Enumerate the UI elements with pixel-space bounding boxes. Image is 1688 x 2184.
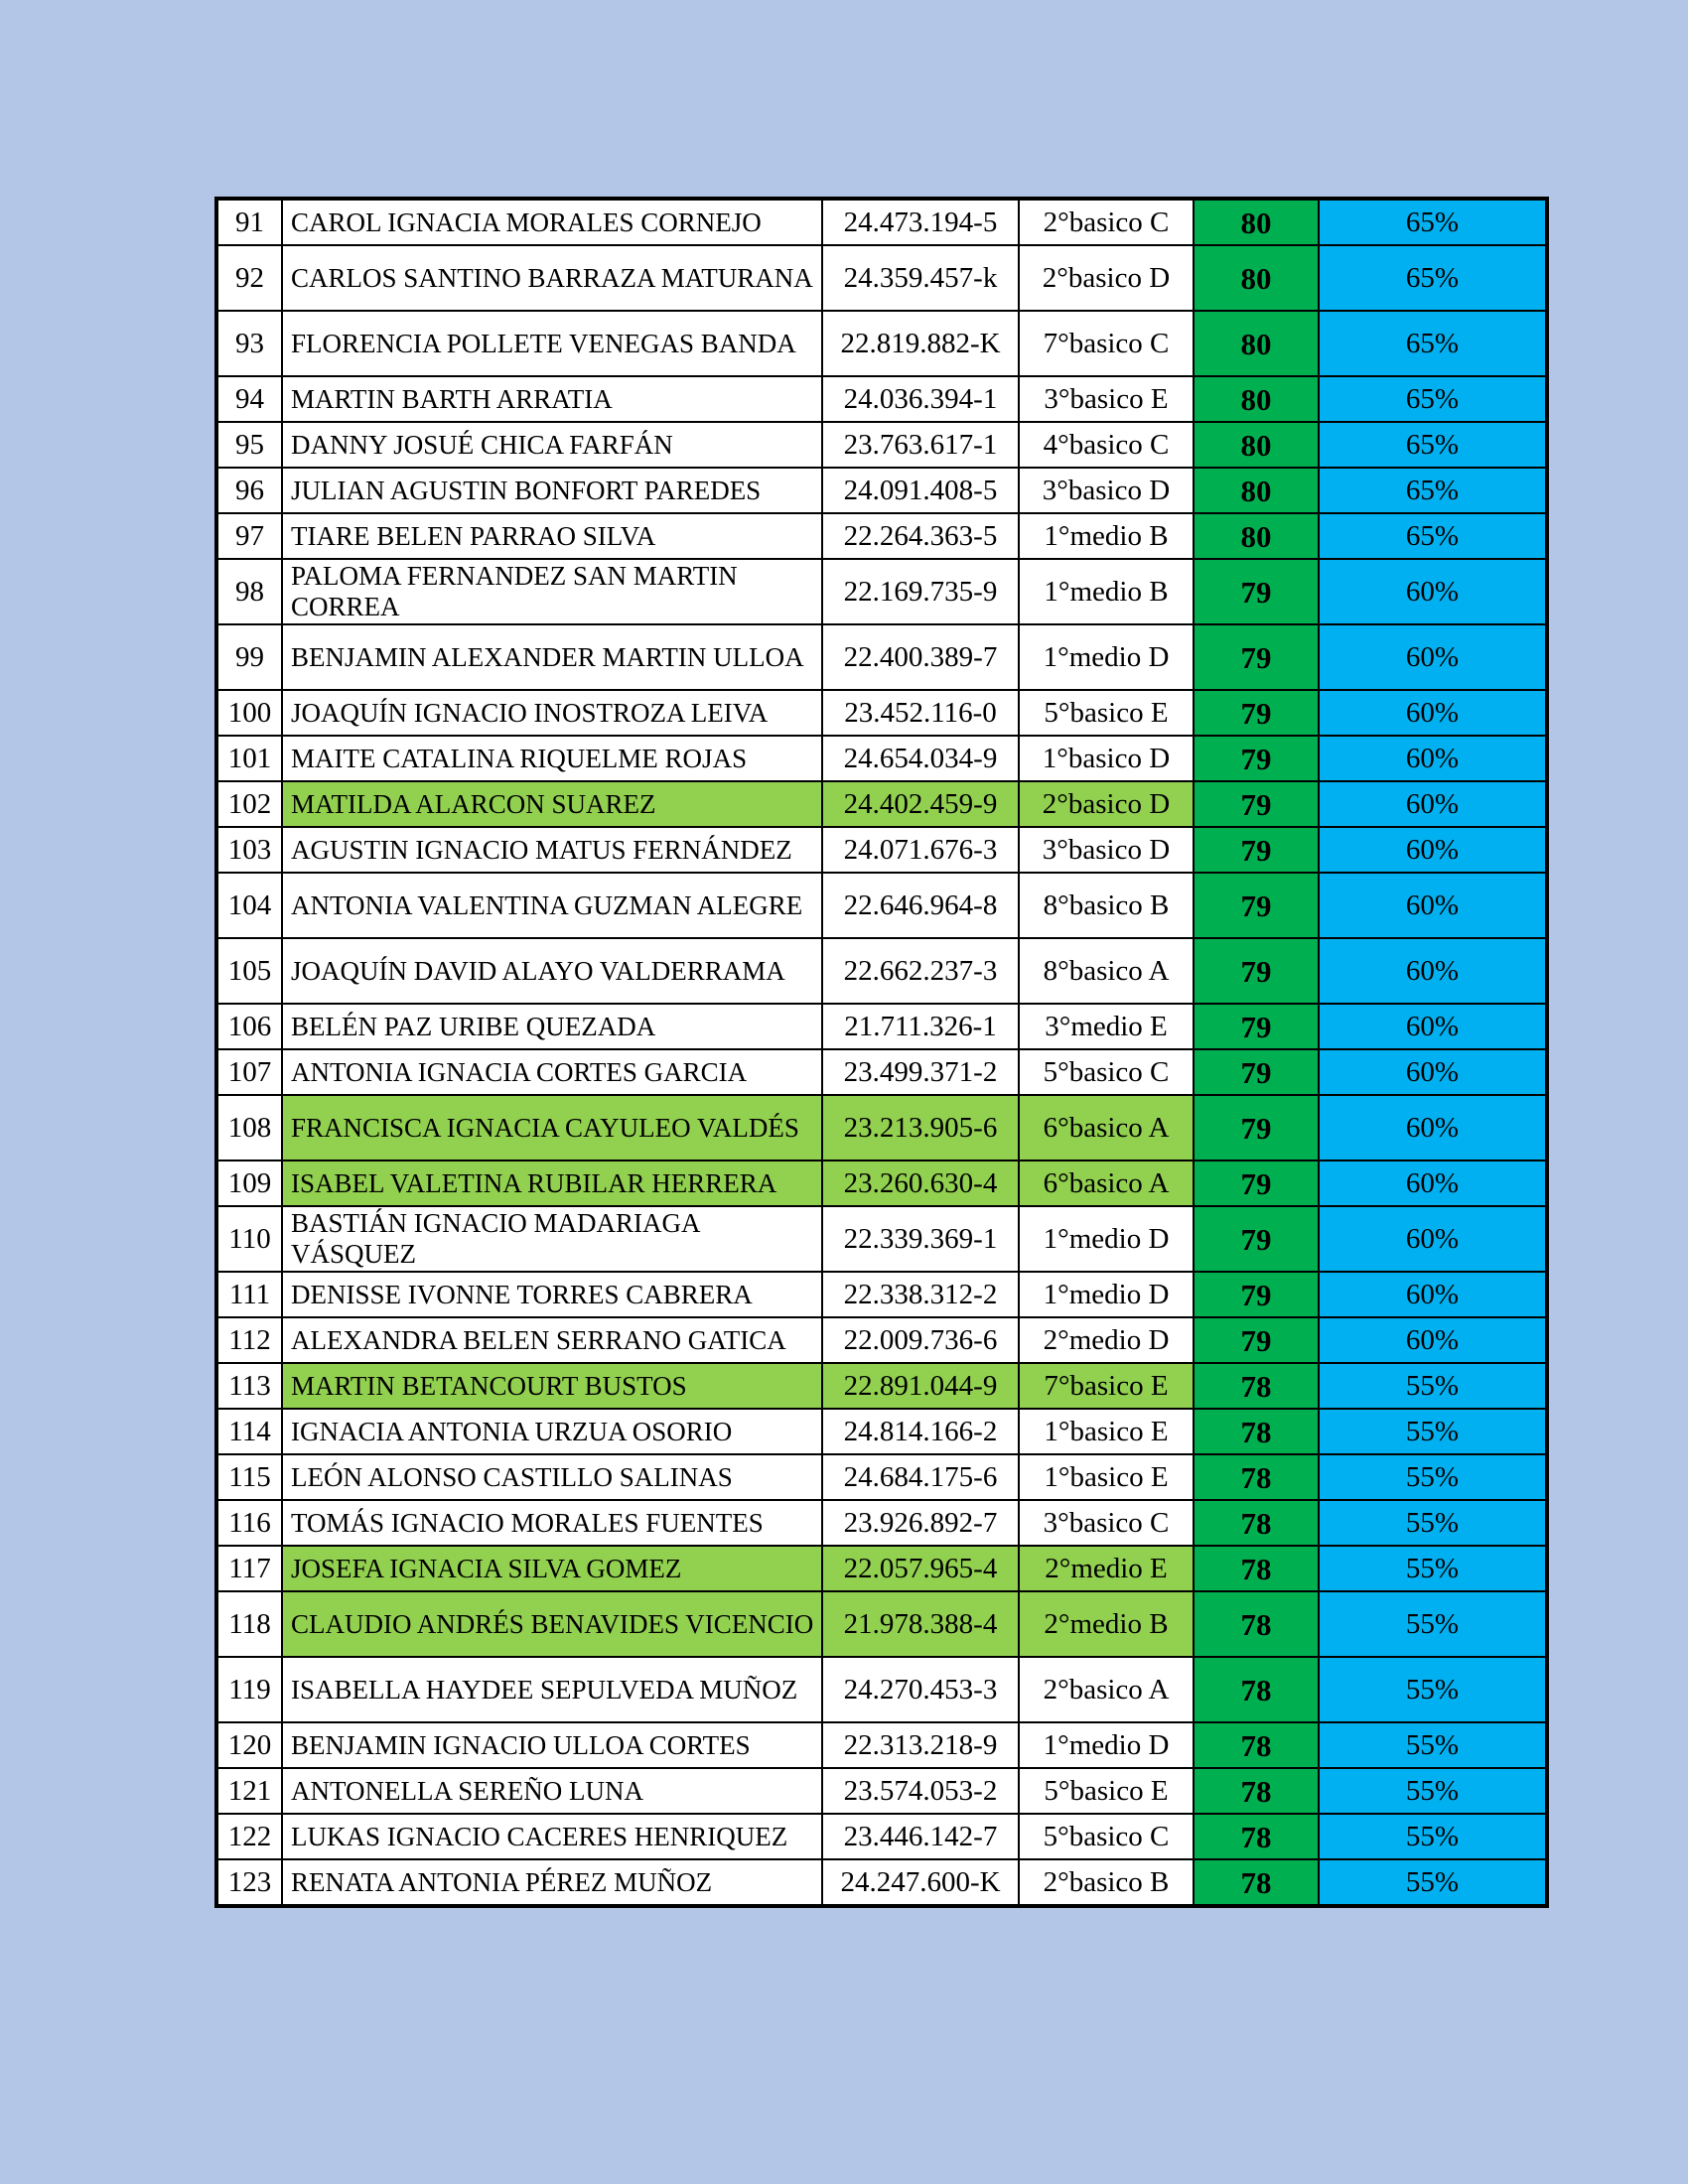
percentage-cell: 65%	[1319, 513, 1547, 559]
percentage-cell: 55%	[1319, 1591, 1547, 1657]
percentage-cell: 60%	[1319, 873, 1547, 938]
table-row	[216, 376, 1547, 422]
rut-cell: 24.071.676-3	[822, 827, 1019, 873]
course-cell: 1°medio D	[1019, 1272, 1194, 1317]
course-cell: 1°medio B	[1019, 559, 1194, 624]
course-cell: 8°basico A	[1019, 938, 1194, 1004]
table-row	[216, 781, 1547, 827]
rut-cell: 22.339.369-1	[822, 1206, 1019, 1272]
row-number-cell: 97	[216, 513, 282, 559]
rut-cell: 23.213.905-6	[822, 1095, 1019, 1160]
student-name-cell: CARLOS SANTINO BARRAZA MATURANA	[282, 245, 822, 311]
row-number-cell: 95	[216, 422, 282, 468]
percentage-cell: 65%	[1319, 245, 1547, 311]
table-row	[216, 690, 1547, 736]
rut-cell: 23.452.116-0	[822, 690, 1019, 736]
score-cell: 79	[1194, 690, 1319, 736]
rut-cell: 23.499.371-2	[822, 1049, 1019, 1095]
percentage-cell: 60%	[1319, 827, 1547, 873]
rut-cell: 22.169.735-9	[822, 559, 1019, 624]
student-name-cell: BENJAMIN ALEXANDER MARTIN ULLOA	[282, 624, 822, 690]
score-cell: 78	[1194, 1454, 1319, 1500]
course-cell: 2°medio D	[1019, 1317, 1194, 1363]
course-cell: 2°basico D	[1019, 781, 1194, 827]
row-number-cell: 99	[216, 624, 282, 690]
score-cell: 80	[1194, 513, 1319, 559]
rut-cell: 24.036.394-1	[822, 376, 1019, 422]
percentage-cell: 55%	[1319, 1454, 1547, 1500]
row-number-cell: 103	[216, 827, 282, 873]
percentage-cell: 60%	[1319, 624, 1547, 690]
student-name-cell: ANTONELLA SEREÑO LUNA	[282, 1768, 822, 1814]
percentage-cell: 65%	[1319, 199, 1547, 245]
results-table-body	[216, 199, 1547, 1906]
percentage-cell: 65%	[1319, 376, 1547, 422]
row-number-cell: 112	[216, 1317, 282, 1363]
row-number-cell: 111	[216, 1272, 282, 1317]
rut-cell: 23.926.892-7	[822, 1500, 1019, 1546]
row-number-cell: 114	[216, 1409, 282, 1454]
rut-cell: 24.359.457-k	[822, 245, 1019, 311]
score-cell: 78	[1194, 1591, 1319, 1657]
score-cell: 78	[1194, 1859, 1319, 1906]
student-name-cell: BASTIÁN IGNACIO MADARIAGA VÁSQUEZ	[282, 1206, 822, 1272]
row-number-cell: 121	[216, 1768, 282, 1814]
score-cell: 79	[1194, 1160, 1319, 1206]
course-cell: 2°basico A	[1019, 1657, 1194, 1722]
percentage-cell: 60%	[1319, 1317, 1547, 1363]
percentage-cell: 55%	[1319, 1859, 1547, 1906]
score-cell: 79	[1194, 1049, 1319, 1095]
row-number-cell: 104	[216, 873, 282, 938]
row-number-cell: 96	[216, 468, 282, 513]
percentage-cell: 60%	[1319, 1160, 1547, 1206]
percentage-cell: 55%	[1319, 1657, 1547, 1722]
score-cell: 79	[1194, 873, 1319, 938]
table-row	[216, 1768, 1547, 1814]
student-name-cell: ISABEL VALETINA RUBILAR HERRERA	[282, 1160, 822, 1206]
student-name-cell: MARTIN BARTH ARRATIA	[282, 376, 822, 422]
percentage-cell: 55%	[1319, 1814, 1547, 1859]
rut-cell: 24.091.408-5	[822, 468, 1019, 513]
row-number-cell: 116	[216, 1500, 282, 1546]
row-number-cell: 115	[216, 1454, 282, 1500]
rut-cell: 24.684.175-6	[822, 1454, 1019, 1500]
score-cell: 79	[1194, 938, 1319, 1004]
table-row	[216, 938, 1547, 1004]
table-row	[216, 1049, 1547, 1095]
table-row	[216, 1500, 1547, 1546]
student-name-cell: CAROL IGNACIA MORALES CORNEJO	[282, 199, 822, 245]
course-cell: 1°basico D	[1019, 736, 1194, 781]
course-cell: 7°basico C	[1019, 311, 1194, 376]
row-number-cell: 108	[216, 1095, 282, 1160]
percentage-cell: 55%	[1319, 1363, 1547, 1409]
rut-cell: 22.338.312-2	[822, 1272, 1019, 1317]
student-name-cell: FRANCISCA IGNACIA CAYULEO VALDÉS	[282, 1095, 822, 1160]
student-name-cell: TIARE BELEN PARRAO SILVA	[282, 513, 822, 559]
table-row	[216, 1206, 1547, 1272]
table-row	[216, 1272, 1547, 1317]
student-name-cell: FLORENCIA POLLETE VENEGAS BANDA	[282, 311, 822, 376]
rut-cell: 22.313.218-9	[822, 1722, 1019, 1768]
student-name-cell: ANTONIA VALENTINA GUZMAN ALEGRE	[282, 873, 822, 938]
score-cell: 80	[1194, 422, 1319, 468]
table-row	[216, 736, 1547, 781]
table-row	[216, 199, 1547, 245]
course-cell: 3°basico E	[1019, 376, 1194, 422]
results-table	[214, 197, 1549, 1908]
student-name-cell: AGUSTIN IGNACIO MATUS FERNÁNDEZ	[282, 827, 822, 873]
student-name-cell: LEÓN ALONSO CASTILLO SALINAS	[282, 1454, 822, 1500]
row-number-cell: 98	[216, 559, 282, 624]
score-cell: 78	[1194, 1546, 1319, 1591]
student-name-cell: BENJAMIN IGNACIO ULLOA CORTES	[282, 1722, 822, 1768]
course-cell: 4°basico C	[1019, 422, 1194, 468]
table-row	[216, 873, 1547, 938]
student-name-cell: CLAUDIO ANDRÉS BENAVIDES VICENCIO	[282, 1591, 822, 1657]
course-cell: 5°basico C	[1019, 1814, 1194, 1859]
rut-cell: 24.247.600-K	[822, 1859, 1019, 1906]
row-number-cell: 113	[216, 1363, 282, 1409]
row-number-cell: 91	[216, 199, 282, 245]
row-number-cell: 92	[216, 245, 282, 311]
percentage-cell: 60%	[1319, 736, 1547, 781]
score-cell: 79	[1194, 624, 1319, 690]
student-name-cell: LUKAS IGNACIO CACERES HENRIQUEZ	[282, 1814, 822, 1859]
student-name-cell: TOMÁS IGNACIO MORALES FUENTES	[282, 1500, 822, 1546]
rut-cell: 22.057.965-4	[822, 1546, 1019, 1591]
table-row	[216, 1546, 1547, 1591]
table-row	[216, 1363, 1547, 1409]
course-cell: 8°basico B	[1019, 873, 1194, 938]
student-name-cell: DANNY JOSUÉ CHICA FARFÁN	[282, 422, 822, 468]
student-name-cell: MATILDA ALARCON SUAREZ	[282, 781, 822, 827]
row-number-cell: 109	[216, 1160, 282, 1206]
score-cell: 78	[1194, 1657, 1319, 1722]
percentage-cell: 55%	[1319, 1500, 1547, 1546]
course-cell: 1°medio D	[1019, 1722, 1194, 1768]
row-number-cell: 123	[216, 1859, 282, 1906]
percentage-cell: 60%	[1319, 1095, 1547, 1160]
course-cell: 5°basico E	[1019, 690, 1194, 736]
rut-cell: 22.264.363-5	[822, 513, 1019, 559]
rut-cell: 22.009.736-6	[822, 1317, 1019, 1363]
course-cell: 2°basico D	[1019, 245, 1194, 311]
table-row	[216, 1722, 1547, 1768]
rut-cell: 22.646.964-8	[822, 873, 1019, 938]
course-cell: 5°basico C	[1019, 1049, 1194, 1095]
table-row	[216, 513, 1547, 559]
rut-cell: 24.402.459-9	[822, 781, 1019, 827]
score-cell: 80	[1194, 199, 1319, 245]
percentage-cell: 65%	[1319, 311, 1547, 376]
row-number-cell: 107	[216, 1049, 282, 1095]
percentage-cell: 60%	[1319, 938, 1547, 1004]
table-row	[216, 624, 1547, 690]
student-name-cell: MAITE CATALINA RIQUELME ROJAS	[282, 736, 822, 781]
score-cell: 79	[1194, 736, 1319, 781]
rut-cell: 22.891.044-9	[822, 1363, 1019, 1409]
rut-cell: 22.819.882-K	[822, 311, 1019, 376]
rut-cell: 22.400.389-7	[822, 624, 1019, 690]
student-name-cell: BELÉN PAZ URIBE QUEZADA	[282, 1004, 822, 1049]
table-row	[216, 1814, 1547, 1859]
row-number-cell: 122	[216, 1814, 282, 1859]
percentage-cell: 60%	[1319, 781, 1547, 827]
course-cell: 6°basico A	[1019, 1160, 1194, 1206]
student-name-cell: PALOMA FERNANDEZ SAN MARTIN CORREA	[282, 559, 822, 624]
table-row	[216, 1004, 1547, 1049]
table-row	[216, 311, 1547, 376]
course-cell: 5°basico E	[1019, 1768, 1194, 1814]
rut-cell: 22.662.237-3	[822, 938, 1019, 1004]
course-cell: 1°medio D	[1019, 1206, 1194, 1272]
student-name-cell: ANTONIA IGNACIA CORTES GARCIA	[282, 1049, 822, 1095]
table-row	[216, 1454, 1547, 1500]
student-name-cell: JOAQUÍN IGNACIO INOSTROZA LEIVA	[282, 690, 822, 736]
row-number-cell: 117	[216, 1546, 282, 1591]
course-cell: 7°basico E	[1019, 1363, 1194, 1409]
table-row	[216, 1317, 1547, 1363]
score-cell: 79	[1194, 1004, 1319, 1049]
percentage-cell: 60%	[1319, 1272, 1547, 1317]
student-name-cell: ALEXANDRA BELEN SERRANO GATICA	[282, 1317, 822, 1363]
course-cell: 3°basico C	[1019, 1500, 1194, 1546]
score-cell: 80	[1194, 468, 1319, 513]
table-row	[216, 1591, 1547, 1657]
percentage-cell: 65%	[1319, 422, 1547, 468]
row-number-cell: 106	[216, 1004, 282, 1049]
student-name-cell: RENATA ANTONIA PÉREZ MUÑOZ	[282, 1859, 822, 1906]
row-number-cell: 110	[216, 1206, 282, 1272]
row-number-cell: 105	[216, 938, 282, 1004]
row-number-cell: 93	[216, 311, 282, 376]
course-cell: 1°medio B	[1019, 513, 1194, 559]
score-cell: 79	[1194, 559, 1319, 624]
table-row	[216, 468, 1547, 513]
percentage-cell: 60%	[1319, 690, 1547, 736]
rut-cell: 24.270.453-3	[822, 1657, 1019, 1722]
course-cell: 1°basico E	[1019, 1454, 1194, 1500]
rut-cell: 24.654.034-9	[822, 736, 1019, 781]
score-cell: 78	[1194, 1500, 1319, 1546]
student-name-cell: ISABELLA HAYDEE SEPULVEDA MUÑOZ	[282, 1657, 822, 1722]
course-cell: 2°basico C	[1019, 199, 1194, 245]
table-row	[216, 1095, 1547, 1160]
table-row	[216, 559, 1547, 624]
course-cell: 6°basico A	[1019, 1095, 1194, 1160]
student-name-cell: JOSEFA IGNACIA SILVA GOMEZ	[282, 1546, 822, 1591]
student-name-cell: DENISSE IVONNE TORRES CABRERA	[282, 1272, 822, 1317]
score-cell: 79	[1194, 1206, 1319, 1272]
student-name-cell: JULIAN AGUSTIN BONFORT PAREDES	[282, 468, 822, 513]
course-cell: 2°medio B	[1019, 1591, 1194, 1657]
score-cell: 78	[1194, 1363, 1319, 1409]
percentage-cell: 55%	[1319, 1409, 1547, 1454]
course-cell: 1°medio D	[1019, 624, 1194, 690]
score-cell: 80	[1194, 311, 1319, 376]
row-number-cell: 102	[216, 781, 282, 827]
score-cell: 79	[1194, 1095, 1319, 1160]
table-row	[216, 245, 1547, 311]
row-number-cell: 119	[216, 1657, 282, 1722]
table-row	[216, 1657, 1547, 1722]
row-number-cell: 120	[216, 1722, 282, 1768]
course-cell: 1°basico E	[1019, 1409, 1194, 1454]
score-cell: 79	[1194, 827, 1319, 873]
percentage-cell: 60%	[1319, 1206, 1547, 1272]
student-name-cell: JOAQUÍN DAVID ALAYO VALDERRAMA	[282, 938, 822, 1004]
percentage-cell: 55%	[1319, 1722, 1547, 1768]
rut-cell: 23.446.142-7	[822, 1814, 1019, 1859]
row-number-cell: 118	[216, 1591, 282, 1657]
table-row	[216, 1409, 1547, 1454]
student-name-cell: MARTIN BETANCOURT BUSTOS	[282, 1363, 822, 1409]
percentage-cell: 60%	[1319, 1049, 1547, 1095]
rut-cell: 23.260.630-4	[822, 1160, 1019, 1206]
course-cell: 2°basico B	[1019, 1859, 1194, 1906]
rut-cell: 23.763.617-1	[822, 422, 1019, 468]
score-cell: 79	[1194, 1317, 1319, 1363]
percentage-cell: 65%	[1319, 468, 1547, 513]
table-row	[216, 1859, 1547, 1906]
percentage-cell: 60%	[1319, 559, 1547, 624]
table-row	[216, 422, 1547, 468]
rut-cell: 24.814.166-2	[822, 1409, 1019, 1454]
score-cell: 79	[1194, 1272, 1319, 1317]
row-number-cell: 101	[216, 736, 282, 781]
student-name-cell: IGNACIA ANTONIA URZUA OSORIO	[282, 1409, 822, 1454]
rut-cell: 21.711.326-1	[822, 1004, 1019, 1049]
rut-cell: 21.978.388-4	[822, 1591, 1019, 1657]
percentage-cell: 55%	[1319, 1546, 1547, 1591]
percentage-cell: 55%	[1319, 1768, 1547, 1814]
score-cell: 78	[1194, 1409, 1319, 1454]
row-number-cell: 100	[216, 690, 282, 736]
row-number-cell: 94	[216, 376, 282, 422]
table-row	[216, 1160, 1547, 1206]
score-cell: 78	[1194, 1814, 1319, 1859]
results-table-container	[214, 197, 1545, 1908]
rut-cell: 24.473.194-5	[822, 199, 1019, 245]
course-cell: 3°basico D	[1019, 468, 1194, 513]
course-cell: 3°basico D	[1019, 827, 1194, 873]
score-cell: 80	[1194, 245, 1319, 311]
score-cell: 78	[1194, 1768, 1319, 1814]
percentage-cell: 60%	[1319, 1004, 1547, 1049]
table-row	[216, 827, 1547, 873]
rut-cell: 23.574.053-2	[822, 1768, 1019, 1814]
score-cell: 78	[1194, 1722, 1319, 1768]
score-cell: 80	[1194, 376, 1319, 422]
score-cell: 79	[1194, 781, 1319, 827]
course-cell: 3°medio E	[1019, 1004, 1194, 1049]
course-cell: 2°medio E	[1019, 1546, 1194, 1591]
